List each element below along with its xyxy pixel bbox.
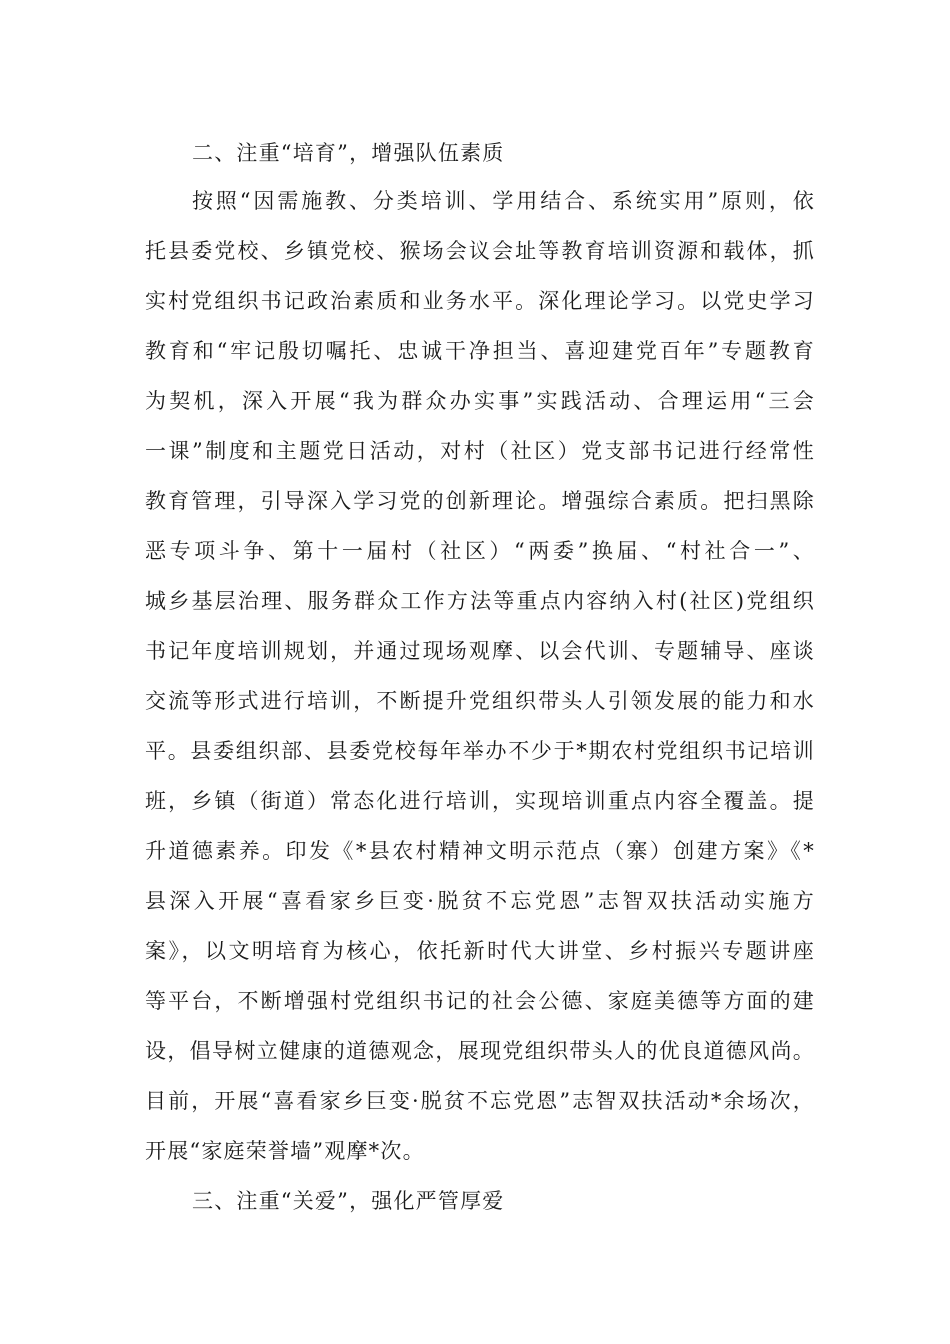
section-heading-2: 二、注重“培育”，增强队伍素质 [192, 141, 505, 165]
paragraph-line: 书记年度培训规划，并通过现场观摩、以会代训、专题辅导、座谈 [145, 639, 815, 663]
paragraph-line: 为契机，深入开展“我为群众办实事”实践活动、合理运用“三会 [145, 389, 815, 413]
paragraph-line: 升道德素养。印发《*县农村精神文明示范点（寨）创建方案》《* [145, 839, 815, 863]
paragraph-line: 设，倡导树立健康的道德观念，展现党组织带头人的优良道德风尚。 [145, 1039, 815, 1063]
paragraph-line: 等平台，不断增强村党组织书记的社会公德、家庭美德等方面的建 [145, 989, 815, 1013]
paragraph-line: 教育和“牢记殷切嘱托、忠诚干净担当、喜迎建党百年”专题教育 [145, 339, 815, 363]
paragraph-line: 一课”制度和主题党日活动，对村（社区）党支部书记进行经常性 [145, 439, 815, 463]
paragraph-line: 案》，以文明培育为核心，依托新时代大讲堂、乡村振兴专题讲座 [145, 939, 815, 963]
paragraph-line: 开展“家庭荣誉墙”观摩*次。 [145, 1139, 425, 1163]
paragraph-line: 目前，开展“喜看家乡巨变·脱贫不忘党恩”志智双扶活动*余场次， [145, 1089, 815, 1113]
paragraph-line: 实村党组织书记政治素质和业务水平。深化理论学习。以党史学习 [145, 289, 815, 313]
paragraph-line: 城乡基层治理、服务群众工作方法等重点内容纳入村(社区)党组织 [145, 589, 815, 613]
paragraph-line: 恶专项斗争、第十一届村（社区）“两委”换届、“村社合一”、 [145, 539, 815, 563]
paragraph-line: 按照“因需施教、分类培训、学用结合、系统实用”原则，依 [192, 189, 815, 213]
paragraph-line: 平。县委组织部、县委党校每年举办不少于*期农村党组织书记培训 [145, 739, 815, 763]
paragraph-line: 教育管理，引导深入学习党的创新理论。增强综合素质。把扫黑除 [145, 489, 815, 513]
paragraph-line: 托县委党校、乡镇党校、猴场会议会址等教育培训资源和载体，抓 [145, 239, 815, 263]
section-heading-3: 三、注重“关爱”，强化严管厚爱 [192, 1189, 505, 1213]
paragraph-line: 班，乡镇（街道）常态化进行培训，实现培训重点内容全覆盖。提 [145, 789, 815, 813]
paragraph-line: 县深入开展“喜看家乡巨变·脱贫不忘党恩”志智双扶活动实施方 [145, 889, 815, 913]
paragraph-line: 交流等形式进行培训，不断提升党组织带头人引领发展的能力和水 [145, 689, 815, 713]
